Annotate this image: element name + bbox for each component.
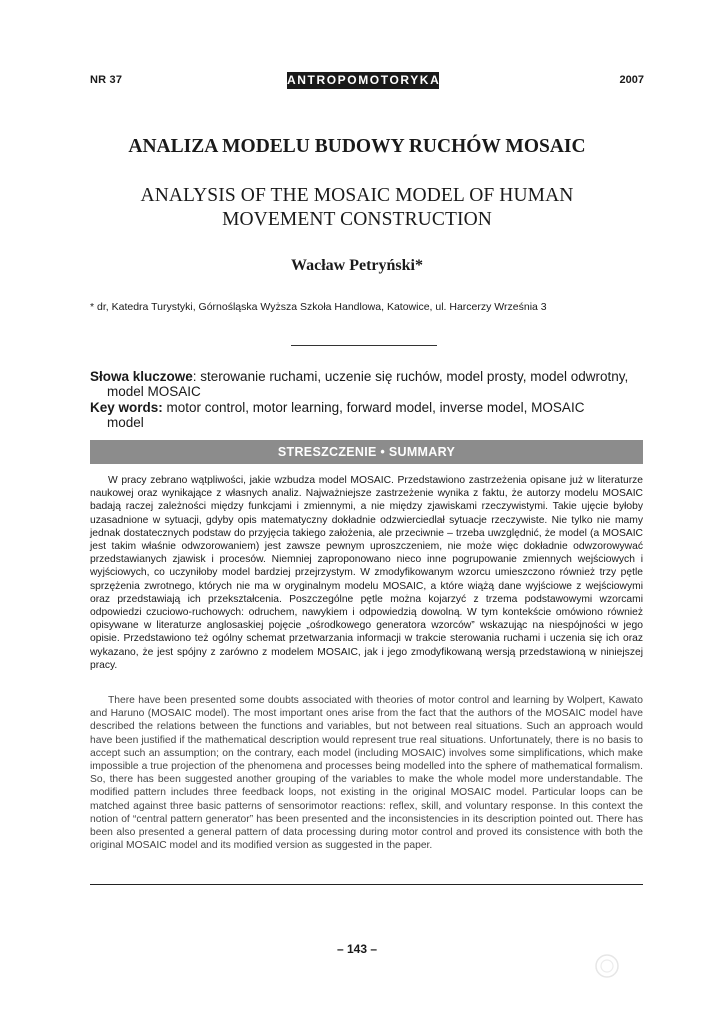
section-divider — [291, 345, 437, 346]
abstract-polish — [90, 474, 643, 672]
abstract-bottom-rule — [90, 884, 643, 885]
keywords-english-text-2: model — [107, 415, 144, 430]
abstract-english-text: There have been presented some doubts associated with theories of motor control and learning by Wolpert, Kawato and Haruno (MOSAIC model). The most important ones arise from the fact that the authors of the MOSAIC model have described the relations between the functions and variables, but not between real situations. Such an approach would have been justified if the mathematical description would represent true real situations. Unfortunately, there is no basis to accept such an assumption; on the contrary, each model (including MOSAIC) involves some simplifications, which make impossible a true projection of the phenomena and processes being modelled into the sphere of mathematical formalism. So, there has been suggested another grouping of the variables to make the whole model more understandable. The modified pattern includes three feedback loops, not existing in the original MOSAIC model. Particular loops can be matched against three basic patterns of sensorimotor reactions: reflex, skill, and voluntary response. In this context the notion of “central pattern generator” has been presented and the inconsistencies in its description pointed out. There has been also presented a general pattern of data processing during motor control and proved its consistence with both the original MOSAIC model and its modified version as suggested in the paper. — [90, 695, 643, 852]
issue-number: NR 37 — [90, 74, 123, 86]
title-english: ANALYSIS OF THE MOSAIC MODEL OF HUMAN MOVEMENT CONSTRUCTION — [140, 185, 574, 230]
keywords-polish-text-2: model MOSAIC — [107, 384, 201, 399]
keywords-english-label: Key words: — [90, 400, 163, 415]
keywords-polish-sep: : — [192, 369, 197, 384]
circular-watermark-icon — [594, 953, 620, 979]
keywords-polish-label: Słowa kluczowe — [90, 369, 193, 384]
journal-name: ANTROPOMOTORYKA — [287, 73, 441, 87]
author-affiliation: * dr, Katedra Turystyki, Górnośląska Wyższa Szkoła Handlowa, Katowice, ul. Harcerzy Września 3 — [90, 301, 547, 313]
keywords-english-text-1: motor control, motor learning, forward model, inverse model, MOSAIC — [162, 400, 585, 415]
author-name: Wacław Petryński* — [291, 257, 423, 274]
summary-heading: STRESZCZENIE • SUMMARY — [90, 440, 643, 464]
issue-year: 2007 — [619, 74, 644, 86]
abstract-english — [90, 694, 643, 852]
keywords-english — [90, 400, 643, 430]
keywords-polish-text-1: sterowanie ruchami, uczenie się ruchów, model prosty, model odwrotny, — [196, 369, 629, 384]
page-number: – 143 – — [336, 942, 378, 956]
title-polish: ANALIZA MODELU BUDOWY RUCHÓW MOSAIC — [128, 136, 586, 157]
keywords-polish — [90, 369, 643, 399]
abstract-polish-text: W pracy zebrano wątpliwości, jakie wzbudza model MOSAIC. Przedstawiono zastrzeżenia opisane już w literaturze naukowej oraz wynikające z własnych analiz. Najważniejsze zastrzeżenie wynika z faktu, że autorzy modelu MOSAIC badają raczej zależności między funkcjami i zmiennymi, a nie między zjawiskami rzeczywistymi. Takie ujęcie byłoby uzasadnione w sytuacji, gdyby opis matematyczny dokładnie odzwierciedlał sytuacje rzeczywiste. Nie tylko nie mamy jednak dostatecznych podstaw do przyjęcia takiego założenia, ale przeciwnie – trzeba uwzględnić, że model (a MOSAIC jest takim właśnie odwzorowaniem) jest zawsze pewnym uproszczeniem, nie może więc dokładnie odwzorowywać przedstawianych zjawisk i procesów. Niemniej zaproponowano nieco inne pogrupowanie zmiennych wejściowych i wyjściowych, co uczyniłoby model bardziej przejrzystym. W zmodyfikowanym wzorcu umieszczono również trzy pętle sprzężenia zwrotnego, których nie ma w oryginalnym modelu MOSAIC, a które wiążą dane wyjściowe z wejściowymi oraz przedstawiają ich przekształcenia. Poszczególne pętle można kojarzyć z trzema podstawowymi wzorcami odpowiedzi czuciowo-ruchowych: odruchem, nawykiem i odpowiedzią dowolną. W tym kontekście omówiono również opisywane w literaturze anglosaskiej pojęcie „ośrodkowego generatora wzorców” wskazując na niespójności w jego opisie. Przedstawiono też ogólny schemat przetwarzania informacji w trakcie sterowania ruchami i uczenia się ich oraz wykazano, że jest spójny z zarówno z modelem MOSAIC, jak i jego zmodyfikowaną wersją przedstawioną w niniejszej pracy. — [90, 475, 643, 671]
